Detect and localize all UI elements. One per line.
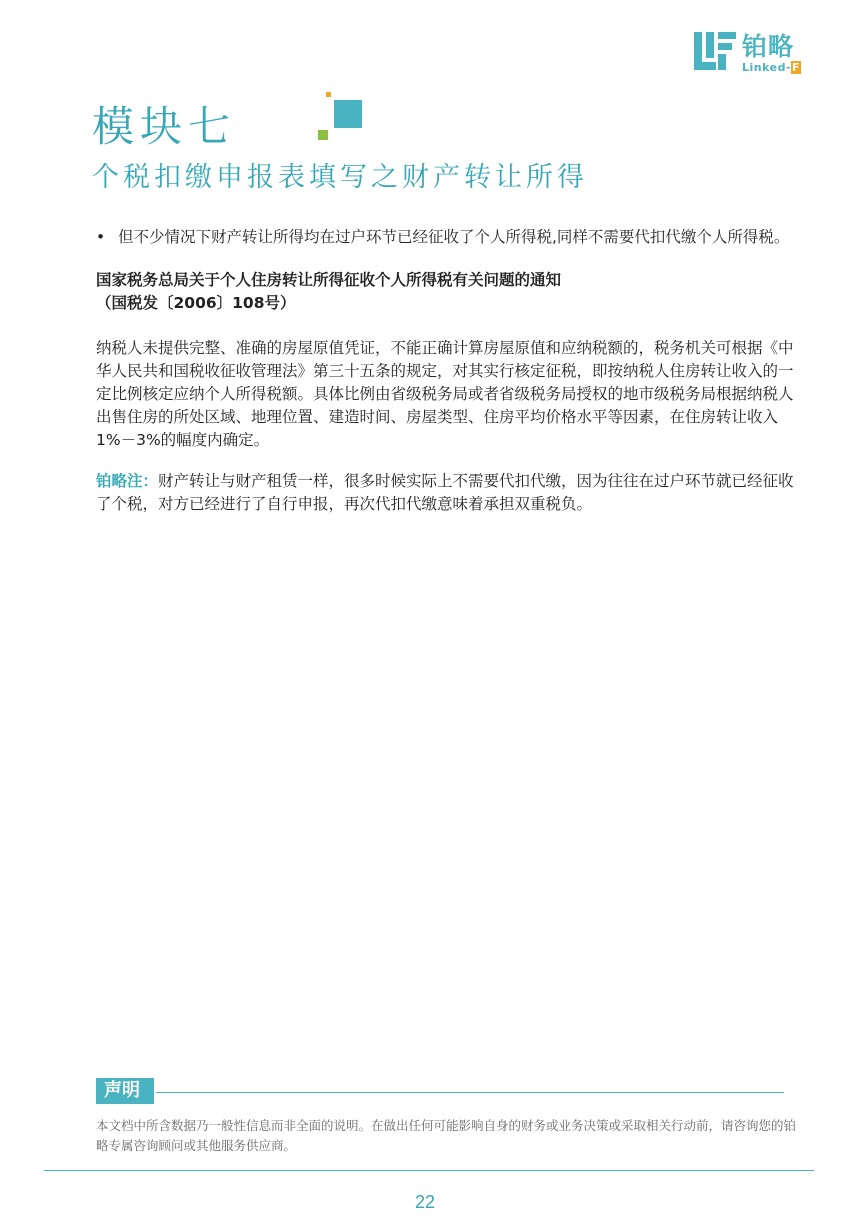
footer-divider — [44, 1170, 814, 1171]
bullet-marker: • — [96, 228, 106, 246]
bullet-item — [96, 226, 796, 249]
disclaimer-divider — [156, 1092, 784, 1093]
disclaimer-header — [96, 1076, 796, 1106]
disclaimer-section — [96, 1076, 796, 1156]
module-subtitle: 个税扣缴申报表填写之财产转让所得 — [92, 162, 588, 193]
page-number: 22 — [414, 1192, 436, 1212]
note-text: 财产转让与财产租赁一样，很多时候实际上不需要代扣代缴，因为往往在过户环节就已经征收了个税，对方已经进行了自行申报，再次代扣代缴意味着承担双重税负。 — [96, 472, 794, 513]
brand-logo — [694, 32, 814, 76]
brand-logo-mark — [694, 32, 736, 70]
note-paragraph — [96, 470, 796, 516]
notice-doc-number: （国税发〔2006〕108号） — [96, 294, 296, 312]
note-label: 铂略注： — [96, 472, 159, 490]
notice-paragraph: 纳税人未提供完整、准确的房屋原值凭证，不能正确计算房屋原值和应纳税额的，税务机关可根据《中华人民共和国税收征收管理法》第三十五条的规定，对其实行核定征税，即按纳税人住房转让收入的一定比例核定应纳个人所得税额。具体比例由省级税务局或者省级税务局授权的地市级税务局根据纳税人出售住房的所处区域、地理位置、建造时间、房屋类型、住房平均价格水平等因素，在住房转让收入1%－3%的幅度内确定。 — [96, 339, 794, 449]
main-content — [96, 226, 796, 534]
brand-name-en: Linked-F — [742, 61, 801, 74]
disclaimer-heading: 声明 — [96, 1078, 154, 1104]
disclaimer-text: 本文档中所含数据乃一般性信息而非全面的说明。在做出任何可能影响自身的财务或业务决策或采取相关行动前，请咨询您的铂略专属咨询顾问或其他服务供应商。 — [96, 1118, 797, 1153]
notice-title: 国家税务总局关于个人住房转让所得征收个人所得税有关问题的通知 — [96, 271, 562, 289]
decorative-squares — [318, 92, 368, 142]
bullet-text: 但不少情况下财产转让所得均在过户环节已经征收了个人所得税,同样不需要代扣代缴个人所得税。 — [118, 228, 790, 246]
module-title: 模块七 — [92, 102, 237, 151]
brand-name-cn: 铂略 — [742, 32, 795, 61]
